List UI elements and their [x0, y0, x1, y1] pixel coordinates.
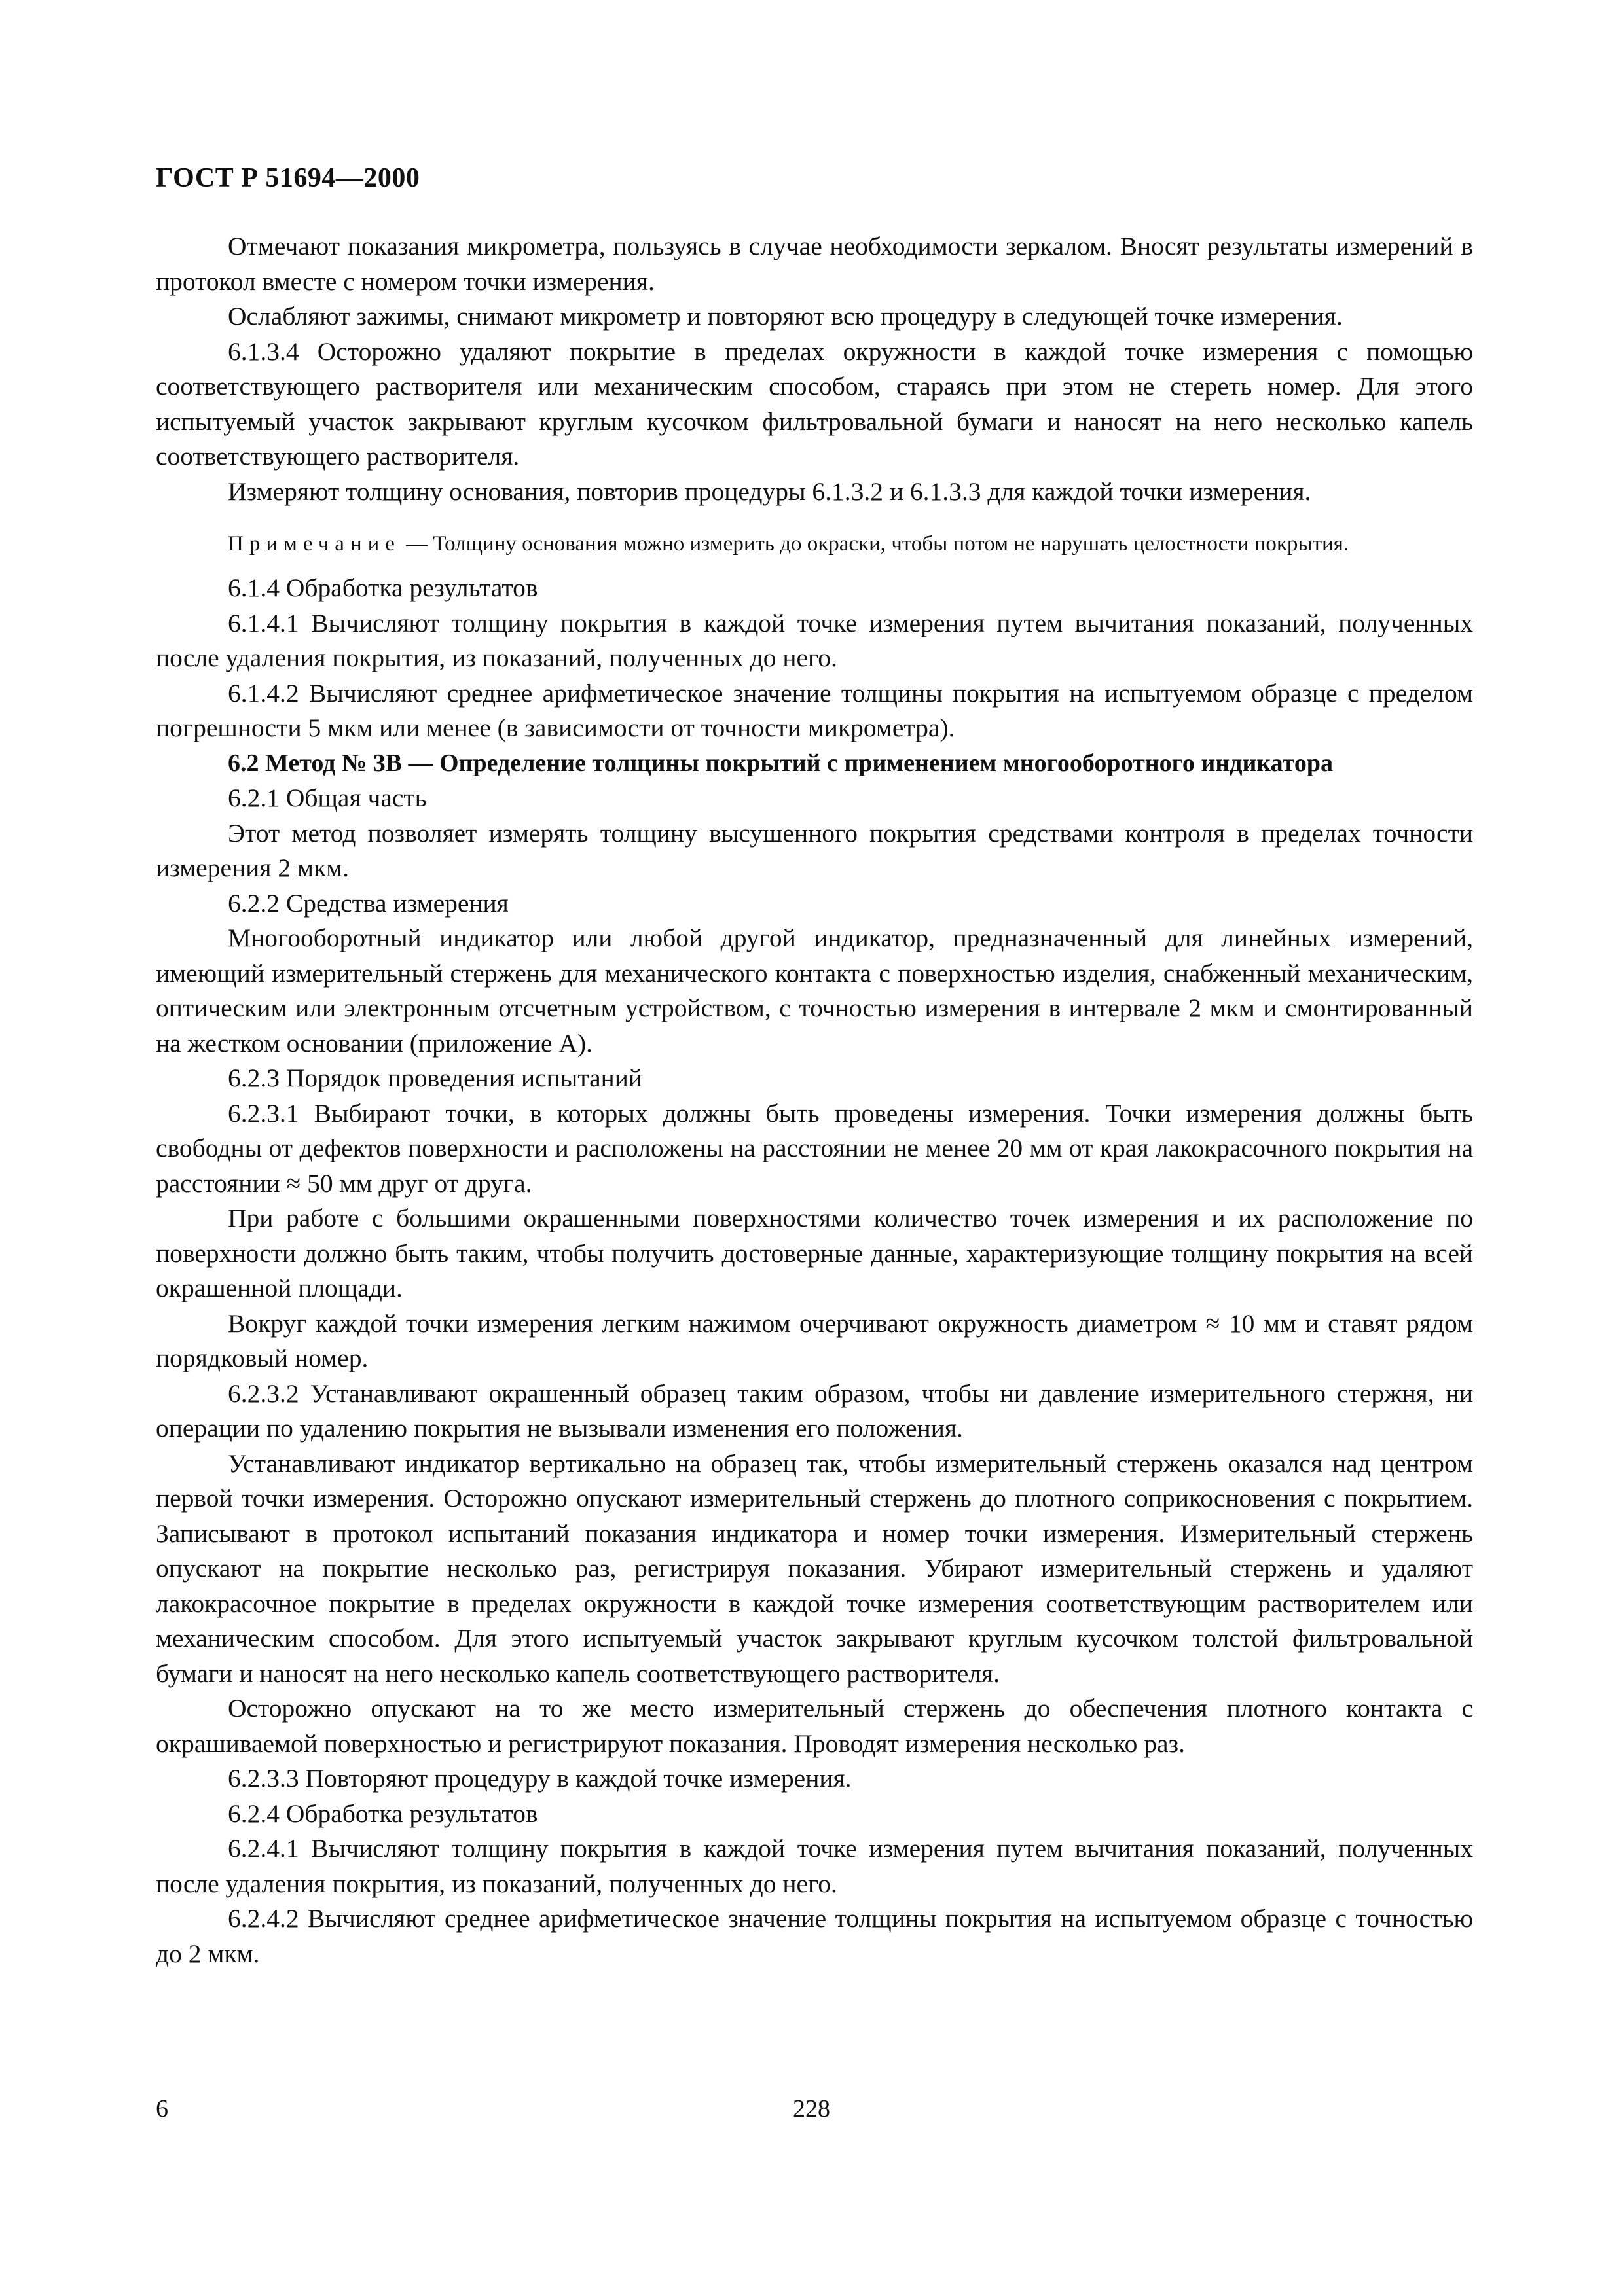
paragraph: Вокруг каждой точки измерения легким нажимом очерчивают окружность диаметром ≈ 10 мм и ставят рядом порядковый номер. — [156, 1308, 1473, 1372]
note-label: Примечание — [228, 532, 401, 556]
note — [156, 529, 1473, 559]
paragraph: Устанавливают индикатор вертикально на образец так, чтобы измерительный стержень оказался над центром первой точки измерения. Осторожно опускают измерительный стержень до плотного соприкосновения с покрытием. Записывают в протокол испытаний показания индикатора и номер точки измерения. Измерительный стержень опускают на покрытие несколько раз, регистрируя показания. Убирают измерительный стержень и удаляют лакокрасочное покрытие в пределах окружности в каждой точке измерения соответствующим растворителем или механическим способом. Для этого испытуемый участок закрывают круглым кусочком толстой фильтровальной бумаги и наносят на него несколько капель соответствующего растворителя. — [156, 1448, 1473, 1688]
document-body — [156, 229, 1473, 1971]
note-text: — Толщину основания можно измерить до окраски, чтобы потом не нарушать целостности покрытия. — [400, 532, 1349, 556]
paragraph: Осторожно опускают на то же место измерительный стержень до обеспечения плотного контакта с окрашиваемой поверхностью и регистрируют показания. Проводят измерения несколько раз. — [156, 1694, 1473, 1758]
paragraph: 6.2.4.2 Вычисляют среднее арифметическое значение толщины покрытия на испытуемом образце с точностью до 2 мкм. — [156, 1904, 1473, 1968]
paragraph: 6.1.3.4 Осторожно удаляют покрытие в пределах окружности в каждой точке измерения с помощью соответствующего растворителя или механическим способом, стараясь при этом не стереть номер. Для этого испытуемый участок закрывают круглым кусочком фильтровальной бумаги и наносят на него несколько капель соответствующего растворителя. — [156, 336, 1473, 471]
paragraph: 6.2.3.3 Повторяют процедуру в каждой точке измерения. — [228, 1764, 852, 1793]
paragraph: 6.2.3.1 Выбирают точки, в которых должны быть проведены измерения. Точки измерения должны быть свободны от дефектов поверхности и расположены на расстоянии не менее 20 мм от края лакокрасочного покрытия на расстоянии ≈ 50 мм друг от друга. — [156, 1098, 1473, 1198]
paragraph: Этот метод позволяет измерять толщину высушенного покрытия средствами контроля в пределах точности измерения 2 мкм. — [156, 818, 1473, 882]
paragraph: Отмечают показания микрометра, пользуясь в случае необходимости зеркалом. Вносят результаты измерений в протокол вместе с номером точки измерения. — [156, 232, 1473, 296]
paragraph: При работе с большими окрашенными поверхностями количество точек измерения и их расположение по поверхности должно быть таким, чтобы получить достоверные данные, характеризующие толщину покрытия на всей окрашенной площади. — [156, 1204, 1473, 1302]
subsection-heading: 6.1.4 Обработка результатов — [228, 573, 538, 602]
paragraph: 6.1.4.2 Вычисляют среднее арифметическое значение толщины покрытия на испытуемом образце с пределом погрешности 5 мкм или менее (в зависимости от точности микрометра). — [156, 678, 1473, 742]
paragraph: 6.2.4.1 Вычисляют толщину покрытия в каждой точке измерения путем вычитания показаний, полученных после удаления покрытия, из показаний, полученных до него. — [156, 1834, 1473, 1898]
section-heading: 6.2 Метод № 3В — Определение толщины покрытий с применением многооборотного индикатора — [228, 749, 1333, 777]
paragraph: Многооборотный индикатор или любой другой индикатор, предназначенный для линейных измерений, имеющий измерительный стержень для механического контакта с поверхностью изделия, снабженный механическим, оптическим или электронным отсчетным устройством, с точностью измерения в интервале 2 мкм и смонтированный на жестком основании (приложение А). — [156, 924, 1473, 1058]
subsection-heading: 6.2.2 Средства измерения — [228, 888, 509, 918]
subsection-heading: 6.2.1 Общая часть — [228, 783, 427, 812]
paragraph: 6.2.3.2 Устанавливают окрашенный образец таким образом, чтобы ни давление измерительного стержня, ни операции по удалению покрытия не вызывали изменения его положения. — [156, 1378, 1473, 1443]
paragraph: 6.1.4.1 Вычисляют толщину покрытия в каждой точке измерения путем вычитания показаний, полученных после удаления покрытия, из показаний, полученных до него. — [156, 608, 1473, 672]
page-number: 6 — [156, 2095, 168, 2123]
paragraph: Измеряют толщину основания, повторив процедуры 6.1.3.2 и 6.1.3.3 для каждой точки измерения. — [228, 476, 1311, 506]
subsection-heading: 6.2.4 Обработка результатов — [228, 1799, 538, 1828]
document-header: ГОСТ Р 51694—2000 — [156, 163, 420, 193]
sheet-number: 228 — [793, 2095, 830, 2123]
subsection-heading: 6.2.3 Порядок проведения испытаний — [228, 1064, 643, 1092]
paragraph: Ослабляют зажимы, снимают микрометр и повторяют всю процедуру в следующей точке измерения. — [228, 302, 1343, 331]
